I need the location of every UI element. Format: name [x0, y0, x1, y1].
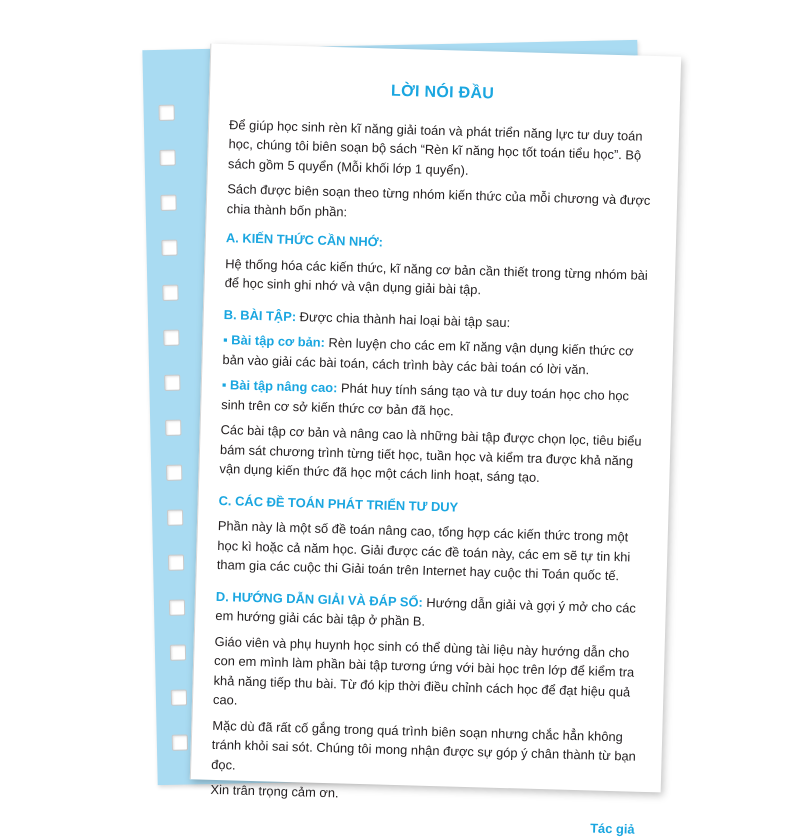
binder-hole — [168, 555, 184, 571]
section-c-heading: C. CÁC ĐỀ TOÁN PHÁT TRIỂN TƯ DUY — [218, 492, 459, 515]
page-title: LỜI NÓI ĐẦU — [390, 82, 495, 103]
binder-hole — [160, 195, 176, 211]
binder-hole — [164, 375, 180, 391]
section-c — [217, 490, 644, 586]
section-d-heading: D. HƯỚNG DẪN GIẢI VÀ ĐÁP SỐ: — [215, 588, 424, 610]
section-b-text: Được chia thành hai loại bài tập sau: — [295, 308, 511, 330]
intro-paragraph: Sách được biên soạn theo từng nhóm kiến thức của mỗi chương và được chia thành bốn phần: — [226, 181, 651, 219]
closing-paragraph: Giáo viên và phụ huynh học sinh có thể dùng tài liệu này hướng dẫn cho con em mình làm phần bài tập tương ứng với bài học trên lớp để kiểm tra khả năng tiếp thu bài. Từ đó kịp thời điều chỉnh cách học để đạt hiệu quả cao. — [212, 633, 635, 708]
advanced-exercises-label: Bài tập nâng cao: — [229, 377, 338, 396]
front-page — [190, 44, 681, 837]
advanced-exercises-item — [221, 375, 647, 426]
binder-hole — [161, 240, 177, 256]
binder-hole — [171, 689, 187, 705]
square-bullet-icon: ▪ — [222, 332, 228, 348]
binder-hole — [172, 734, 188, 750]
binder-hole — [163, 330, 179, 346]
section-b-note: Các bài tập cơ bản và nâng cao là những bài tập được chọn lọc, tiêu biểu bám sát chương trình từng tiết học, tuần học và kiểm tra được khả năng vận dụng kiến thức đã học một cách linh hoạt, sáng tạo. — [219, 422, 642, 485]
basic-exercises-text: Rèn luyện cho các em kĩ năng vận dụng kiến thức cơ bản vào giải các bài toán, cách trình bày các bài toán có lời văn. — [222, 334, 634, 377]
binder-hole — [159, 150, 175, 166]
binder-hole — [167, 510, 183, 526]
section-b — [219, 305, 649, 491]
section-d-text: Hướng dẫn giải và gợi ý mở cho các em hướng giải các bài tập ở phần B. — [215, 594, 637, 629]
basic-exercises-label: Bài tập cơ bản: — [231, 332, 326, 350]
binder-hole — [169, 599, 185, 615]
closing-paragraph: Mặc dù đã rất cố gắng trong quá trình biên soạn nhưng chắc hẳn không tránh khỏi sai sót. Chúng tôi mong nhận được sự góp ý chân thành từ bạn đọc. — [211, 717, 637, 773]
preface-content — [209, 69, 655, 839]
binder-hole — [162, 285, 178, 301]
advanced-exercises-text: Phát huy tính sáng tạo và tư duy toán học cho học sinh trên cơ sở kiến thức cơ bản đã học. — [221, 380, 630, 419]
binder-hole — [159, 105, 175, 121]
basic-exercises-item — [222, 330, 648, 381]
binder-hole — [170, 644, 186, 660]
intro-paragraph: Để giúp học sinh rèn kĩ năng giải toán và phát triển năng lực tư duy toán học, chúng tôi biên soạn bộ sách “Rèn kĩ năng học tốt toán tiểu học”. Bộ sách gồm 5 quyển (Mỗi khối lớp 1 quyển). — [227, 116, 643, 178]
section-d — [215, 586, 641, 637]
binder-hole — [165, 420, 181, 436]
section-c-text: Phần này là một số đề toán nâng cao, tổng hợp các kiến thức trong một học kì hoặc cả năm học. Giải được các đề toán này, các em sẽ tự tin khi tham gia các cuộc thi Giải toán trên Internet hay cuộc thi Toán quốc tế. — [216, 517, 631, 584]
author-signature: Tác giả — [589, 819, 635, 837]
section-a — [224, 228, 651, 304]
square-bullet-icon: ▪ — [221, 377, 227, 393]
section-b-heading: B. BÀI TẬP: — [223, 306, 297, 324]
section-a-heading: A. KIẾN THỨC CẦN NHỚ: — [225, 230, 384, 250]
binder-hole — [166, 465, 182, 481]
closing-paragraph: Xin trân trọng cảm ơn. — [210, 781, 339, 801]
section-a-text: Hệ thống hóa các kiến thức, kĩ năng cơ bản cần thiết trong từng nhóm bài để học sinh ghi nhớ và vận dụng giải bài tập. — [224, 255, 649, 298]
